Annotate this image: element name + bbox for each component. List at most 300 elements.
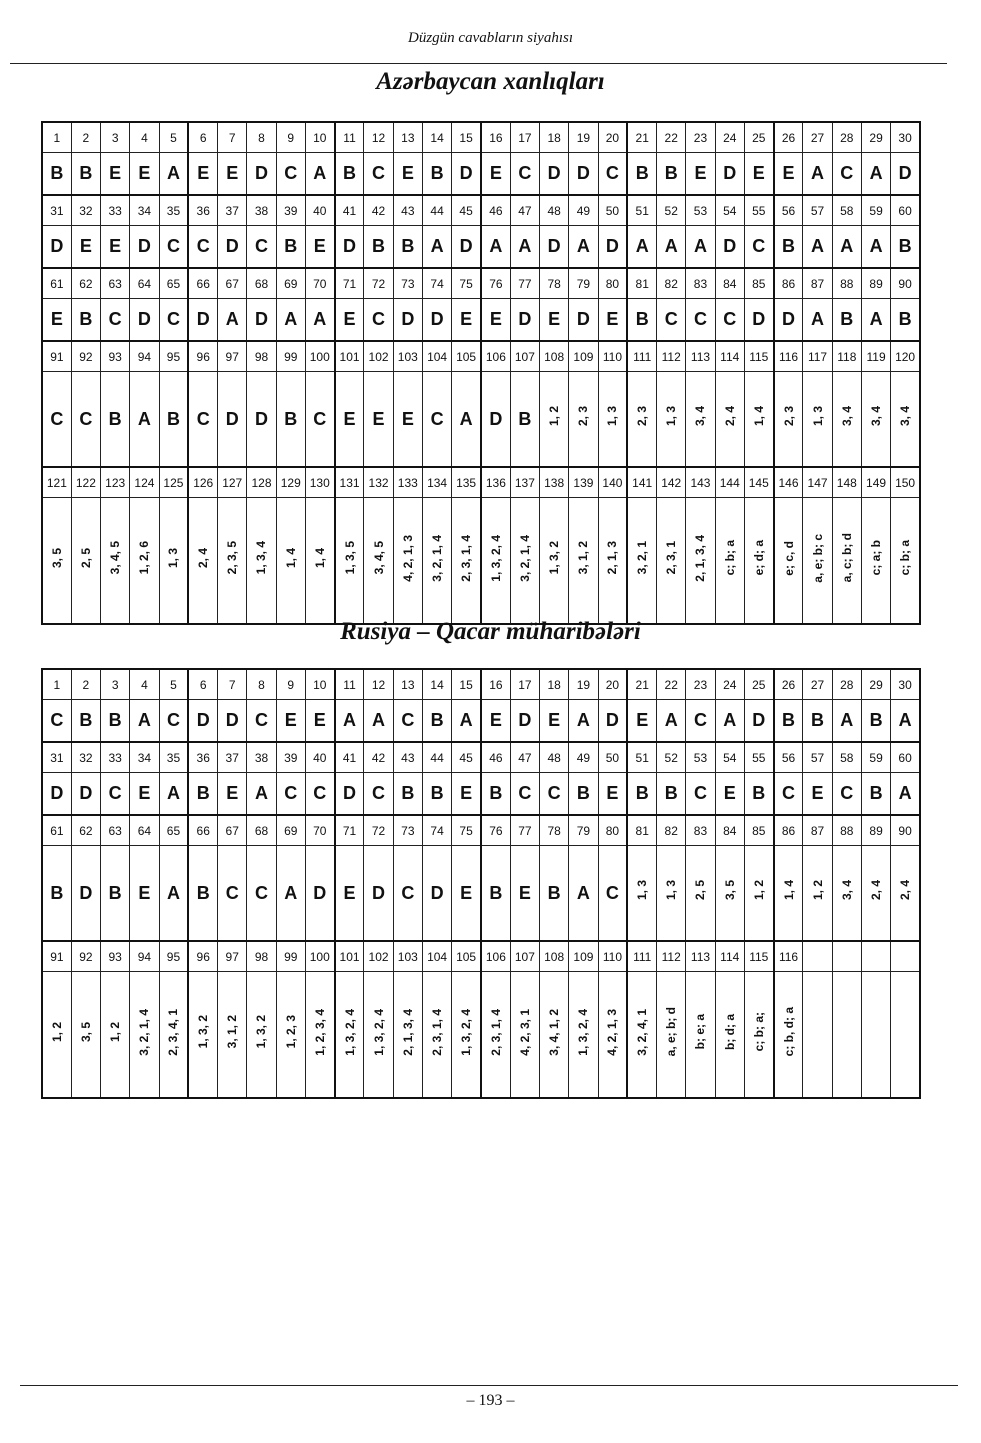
footer-rule (20, 1385, 958, 1386)
answer-cell: B (481, 773, 510, 816)
answer-cell: E (218, 773, 247, 816)
question-number: 27 (803, 669, 832, 700)
answer-cell: D (335, 773, 364, 816)
question-number: 40 (305, 742, 334, 773)
answer-cell: B (627, 773, 656, 816)
answer-cell: E (335, 299, 364, 342)
question-number: 98 (247, 341, 276, 372)
answer-cell (686, 972, 715, 1099)
question-number: 12 (364, 122, 393, 153)
question-number: 12 (364, 669, 393, 700)
question-number: 49 (569, 195, 598, 226)
question-number: 9 (276, 122, 305, 153)
answer-value: 2, 5 (693, 880, 708, 901)
question-number: 102 (364, 341, 393, 372)
answer-cell: B (861, 700, 890, 743)
question-number: 61 (42, 815, 71, 846)
question-number: 104 (422, 941, 451, 972)
question-number: 66 (188, 268, 217, 299)
question-number: 79 (569, 815, 598, 846)
question-number: 62 (71, 815, 100, 846)
answer-cell (832, 846, 861, 942)
answer-value: 2, 4 (196, 547, 211, 568)
question-number: 108 (540, 941, 569, 972)
question-number: 19 (569, 122, 598, 153)
question-number: 2 (71, 669, 100, 700)
answer-value: 3, 4 (839, 406, 854, 427)
answer-cell: A (247, 773, 276, 816)
answer-cell (861, 498, 890, 625)
question-number: 101 (335, 941, 364, 972)
question-number: 125 (159, 467, 188, 498)
answer-value: 2, 4 (722, 406, 737, 427)
answer-value: 3, 4 (898, 406, 913, 427)
answer-value: 2, 1, 3 (605, 541, 620, 575)
question-number: 82 (657, 268, 686, 299)
answer-value: 1, 2, 3 (283, 1015, 298, 1049)
answer-value: 2, 4 (869, 880, 884, 901)
answer-value: 3, 1, 2 (576, 541, 591, 575)
question-number: 20 (598, 669, 627, 700)
question-number: 97 (218, 941, 247, 972)
answer-cell: A (861, 153, 890, 196)
question-number: 92 (71, 941, 100, 972)
answer-value: 1, 3, 2 (254, 1015, 269, 1049)
answer-cell (686, 846, 715, 942)
empty-cell (861, 972, 890, 1099)
answer-cell (774, 498, 803, 625)
answer-cell: B (422, 773, 451, 816)
question-number: 103 (393, 341, 422, 372)
question-number: 110 (598, 341, 627, 372)
question-number: 59 (861, 742, 890, 773)
answer-value: c; a; b (869, 540, 884, 576)
question-number: 44 (422, 195, 451, 226)
question-number: 3 (101, 669, 130, 700)
answer-cell (657, 846, 686, 942)
answer-cell: B (422, 153, 451, 196)
question-number: 14 (422, 669, 451, 700)
answer-value: 4, 2, 3, 1 (517, 1008, 532, 1056)
answer-cell: E (452, 846, 481, 942)
answer-value: 1, 4 (781, 880, 796, 901)
question-number: 56 (774, 195, 803, 226)
answer-cell: D (774, 299, 803, 342)
answer-cell (569, 972, 598, 1099)
answer-cell: C (422, 372, 451, 468)
question-number: 88 (832, 268, 861, 299)
answer-cell: C (247, 846, 276, 942)
question-number: 134 (422, 467, 451, 498)
answer-value: 3, 4 (869, 406, 884, 427)
answer-cell: B (627, 299, 656, 342)
question-number: 123 (101, 467, 130, 498)
answer-row (42, 372, 920, 468)
answer-cell: B (42, 846, 71, 942)
answer-cell: B (861, 773, 890, 816)
answer-cell: C (364, 773, 393, 816)
answer-cell: D (42, 226, 71, 269)
question-number: 48 (540, 742, 569, 773)
answer-cell: D (393, 299, 422, 342)
answer-cell: B (569, 773, 598, 816)
answer-cell: C (686, 700, 715, 743)
question-number: 105 (452, 941, 481, 972)
answer-cell: E (481, 153, 510, 196)
question-number: 7 (218, 122, 247, 153)
question-number: 25 (744, 122, 773, 153)
question-number: 71 (335, 268, 364, 299)
question-number: 45 (452, 195, 481, 226)
question-number-row (42, 669, 920, 700)
answer-cell: C (159, 299, 188, 342)
question-number: 35 (159, 195, 188, 226)
answer-value: 2, 4 (898, 880, 913, 901)
answer-value: 2, 3, 1, 4 (488, 1008, 503, 1056)
answer-cell: D (598, 226, 627, 269)
answer-cell: A (452, 700, 481, 743)
answer-cell: D (305, 846, 334, 942)
question-number: 48 (540, 195, 569, 226)
answer-cell: A (218, 299, 247, 342)
question-number: 77 (510, 268, 539, 299)
question-number: 84 (715, 268, 744, 299)
answer-cell: C (686, 299, 715, 342)
answer-cell: B (159, 372, 188, 468)
question-number: 26 (774, 669, 803, 700)
answer-cell: E (101, 226, 130, 269)
answer-cell: A (569, 700, 598, 743)
question-number: 45 (452, 742, 481, 773)
answer-cell: C (247, 226, 276, 269)
answer-cell: E (598, 299, 627, 342)
answer-cell (422, 972, 451, 1099)
answer-cell: B (657, 773, 686, 816)
answer-cell: E (540, 700, 569, 743)
answer-cell: A (891, 700, 920, 743)
answer-value: 1, 3, 2, 4 (576, 1008, 591, 1056)
answer-value: 1, 3 (166, 547, 181, 568)
answer-cell (42, 972, 71, 1099)
question-number: 138 (540, 467, 569, 498)
question-number: 26 (774, 122, 803, 153)
answer-cell: B (276, 372, 305, 468)
question-number: 147 (803, 467, 832, 498)
answer-cell: E (744, 153, 773, 196)
answer-value: 1, 3, 5 (342, 541, 357, 575)
answer-cell: D (422, 846, 451, 942)
answer-cell (305, 972, 334, 1099)
question-number: 40 (305, 195, 334, 226)
question-number: 37 (218, 195, 247, 226)
answer-cell (364, 972, 393, 1099)
question-number: 55 (744, 195, 773, 226)
answer-cell: B (71, 700, 100, 743)
answer-cell (422, 498, 451, 625)
answer-cell: A (803, 226, 832, 269)
answer-cell: B (832, 299, 861, 342)
question-number: 126 (188, 467, 217, 498)
question-number: 36 (188, 742, 217, 773)
question-number: 127 (218, 467, 247, 498)
question-number: 57 (803, 742, 832, 773)
answer-cell (627, 972, 656, 1099)
question-number: 74 (422, 815, 451, 846)
answer-value: 1, 2 (810, 880, 825, 901)
answer-cell: D (569, 299, 598, 342)
answer-row (42, 846, 920, 942)
answer-cell (130, 498, 159, 625)
question-number: 50 (598, 742, 627, 773)
answer-cell: D (188, 299, 217, 342)
answer-cell: E (218, 153, 247, 196)
answer-cell: B (364, 226, 393, 269)
answer-cell: D (715, 226, 744, 269)
answer-cell: E (42, 299, 71, 342)
question-number: 39 (276, 195, 305, 226)
answer-value: 1, 3 (635, 880, 650, 901)
answer-cell: A (803, 299, 832, 342)
answer-cell: D (335, 226, 364, 269)
question-number: 118 (832, 341, 861, 372)
answer-value: 3, 4 (693, 406, 708, 427)
answer-value: 3, 4, 1, 2 (547, 1008, 562, 1056)
answer-cell: D (540, 226, 569, 269)
answer-cell (744, 498, 773, 625)
question-number: 109 (569, 341, 598, 372)
answer-value: 1, 3, 4 (254, 541, 269, 575)
question-number: 80 (598, 268, 627, 299)
answer-cell: D (130, 226, 159, 269)
answer-cell: A (305, 299, 334, 342)
answer-cell: D (130, 299, 159, 342)
answer-value: 1, 3 (664, 406, 679, 427)
answer-cell (540, 372, 569, 468)
question-number: 95 (159, 341, 188, 372)
answer-cell: A (422, 226, 451, 269)
answer-cell: C (218, 846, 247, 942)
question-number: 51 (627, 742, 656, 773)
answer-value: 1, 3 (664, 880, 679, 901)
answer-cell: D (71, 846, 100, 942)
answer-cell (71, 972, 100, 1099)
answer-cell: E (393, 372, 422, 468)
answer-cell (510, 972, 539, 1099)
question-number: 11 (335, 669, 364, 700)
section-title-russia-qajar-wars: Rusiya – Qacar müharibələri (340, 618, 641, 645)
question-number: 58 (832, 742, 861, 773)
question-number: 47 (510, 742, 539, 773)
question-number: 115 (744, 341, 773, 372)
question-number: 13 (393, 122, 422, 153)
question-number: 106 (481, 341, 510, 372)
question-number: 5 (159, 122, 188, 153)
answer-cell: E (130, 153, 159, 196)
answer-value: 1, 2, 6 (137, 541, 152, 575)
answer-cell: C (364, 299, 393, 342)
answer-value: 1, 3, 2, 4 (488, 534, 503, 582)
question-number: 10 (305, 122, 334, 153)
answer-value: 3, 2, 1 (635, 541, 650, 575)
question-number: 113 (686, 341, 715, 372)
empty-cell (832, 972, 861, 1099)
question-number: 105 (452, 341, 481, 372)
answer-value: 3, 5 (78, 1021, 93, 1042)
answer-cell (686, 498, 715, 625)
question-number: 81 (627, 815, 656, 846)
answer-cell: D (364, 846, 393, 942)
answer-cell (481, 498, 510, 625)
question-number: 8 (247, 122, 276, 153)
answer-cell (540, 972, 569, 1099)
answer-value: 2, 3, 5 (225, 541, 240, 575)
question-number: 110 (598, 941, 627, 972)
answer-cell: E (393, 153, 422, 196)
question-number: 104 (422, 341, 451, 372)
question-number: 38 (247, 742, 276, 773)
answer-cell (657, 498, 686, 625)
question-number: 111 (627, 341, 656, 372)
question-number: 77 (510, 815, 539, 846)
answer-cell: D (42, 773, 71, 816)
question-number: 143 (686, 467, 715, 498)
question-number: 99 (276, 941, 305, 972)
answer-value: a, c; b; d (839, 533, 854, 583)
answer-cell: C (159, 226, 188, 269)
question-number: 90 (891, 815, 920, 846)
question-number: 74 (422, 268, 451, 299)
empty-cell (832, 941, 861, 972)
answer-cell (657, 372, 686, 468)
question-number: 7 (218, 669, 247, 700)
answer-value: 1, 3 (810, 406, 825, 427)
question-number: 53 (686, 195, 715, 226)
empty-cell (891, 972, 920, 1099)
answer-value: 1, 2, 3, 4 (312, 1008, 327, 1056)
answer-value: 4, 2, 1, 3 (605, 1008, 620, 1056)
answer-cell: E (305, 700, 334, 743)
answer-cell: E (803, 773, 832, 816)
question-number: 18 (540, 669, 569, 700)
answer-cell (510, 498, 539, 625)
question-number: 75 (452, 815, 481, 846)
answer-cell: C (540, 773, 569, 816)
answer-value: 1, 3, 2, 4 (371, 1008, 386, 1056)
answer-cell: C (598, 153, 627, 196)
answer-cell (247, 498, 276, 625)
question-number: 16 (481, 669, 510, 700)
question-number: 43 (393, 195, 422, 226)
question-number: 23 (686, 122, 715, 153)
question-number: 93 (101, 341, 130, 372)
question-number: 67 (218, 268, 247, 299)
question-number: 66 (188, 815, 217, 846)
question-number: 24 (715, 122, 744, 153)
question-number: 71 (335, 815, 364, 846)
question-number: 86 (774, 815, 803, 846)
answer-cell: C (686, 773, 715, 816)
question-number: 101 (335, 341, 364, 372)
question-number: 47 (510, 195, 539, 226)
answer-row (42, 498, 920, 625)
question-number: 91 (42, 941, 71, 972)
answer-cell: A (481, 226, 510, 269)
answer-cell: E (71, 226, 100, 269)
question-number: 82 (657, 815, 686, 846)
answer-cell (803, 846, 832, 942)
question-number: 108 (540, 341, 569, 372)
question-number: 141 (627, 467, 656, 498)
answer-value: 2, 3 (781, 406, 796, 427)
answer-cell (393, 972, 422, 1099)
question-number: 72 (364, 268, 393, 299)
question-number: 100 (305, 941, 334, 972)
answer-cell: E (130, 846, 159, 942)
answer-cell: E (335, 372, 364, 468)
question-number: 13 (393, 669, 422, 700)
question-number: 98 (247, 941, 276, 972)
question-number: 80 (598, 815, 627, 846)
question-number: 112 (657, 341, 686, 372)
question-number: 86 (774, 268, 803, 299)
question-number: 69 (276, 815, 305, 846)
question-number: 54 (715, 195, 744, 226)
answer-cell (715, 972, 744, 1099)
answer-row (42, 153, 920, 196)
answer-value: 1, 2 (108, 1021, 123, 1042)
question-number: 28 (832, 122, 861, 153)
answer-cell (598, 972, 627, 1099)
answer-cell: C (159, 700, 188, 743)
question-number-row (42, 941, 920, 972)
answer-value: 1, 3, 2, 4 (342, 1008, 357, 1056)
question-number: 29 (861, 122, 890, 153)
answer-cell (657, 972, 686, 1099)
answer-cell (774, 372, 803, 468)
answer-cell: C (101, 773, 130, 816)
answer-key-table-russia-qajar-wars (41, 668, 921, 1099)
question-number: 111 (627, 941, 656, 972)
question-number: 120 (891, 341, 920, 372)
answer-cell: E (715, 773, 744, 816)
answer-value: 3, 5 (49, 547, 64, 568)
question-number: 51 (627, 195, 656, 226)
empty-cell (861, 941, 890, 972)
answer-cell: E (481, 299, 510, 342)
answer-value: a, e; b; d (664, 1007, 679, 1057)
question-number: 94 (130, 341, 159, 372)
answer-cell: B (510, 372, 539, 468)
question-number: 113 (686, 941, 715, 972)
answer-value: 1, 2 (751, 880, 766, 901)
answer-cell: A (130, 700, 159, 743)
answer-cell: C (510, 153, 539, 196)
answer-cell (540, 498, 569, 625)
answer-cell: B (774, 700, 803, 743)
empty-cell (891, 941, 920, 972)
answer-value: 1, 3, 2, 4 (459, 1008, 474, 1056)
question-number: 73 (393, 815, 422, 846)
question-number: 96 (188, 341, 217, 372)
answer-cell: A (569, 846, 598, 942)
empty-cell (803, 972, 832, 1099)
answer-cell (569, 372, 598, 468)
answer-cell (891, 372, 920, 468)
question-number: 2 (71, 122, 100, 153)
answer-cell: D (744, 700, 773, 743)
question-number: 132 (364, 467, 393, 498)
question-number: 78 (540, 268, 569, 299)
